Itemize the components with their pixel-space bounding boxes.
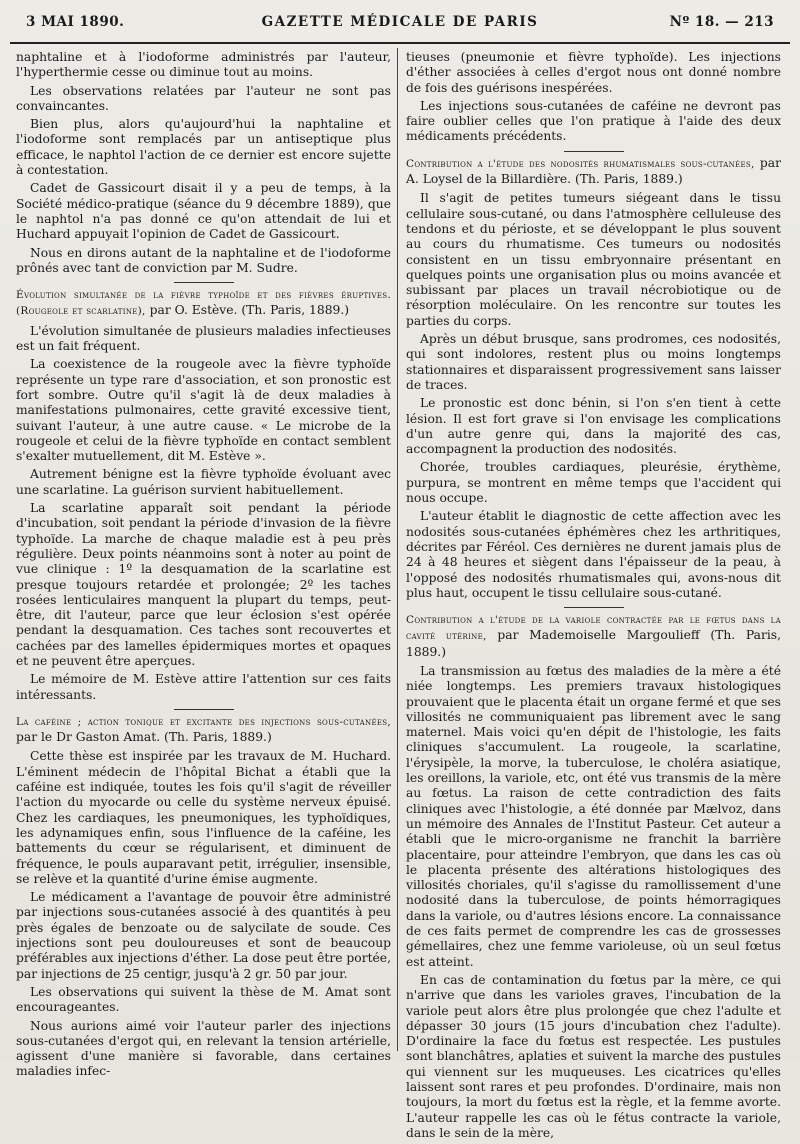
paragraph: Après un début brusque, sans prodromes, ces nodosités, qui sont indolores, restent plus ou moins longtemps stationnaires et disparaissent progressivement sans laisser de traces. <box>406 332 781 392</box>
review-author: par A. Loysel de la Billardière. (Th. Paris, 1889.) <box>406 155 781 187</box>
paragraph: La transmission au fœtus des maladies de la mère a été niée longtemps. Les premiers travaux histologiques prouvaient que le placenta était un organe fermé et que ses villosités ne communiquaient pas librement avec le sang maternel. Mais voici qu'en dépit de l'histologie, les faits cliniques s'accumulent. La rougeole, la scarlatine, l'érysipèle, la morve, la tuberculose, le choléra asiatique, les oreillons, la variole, etc, ont été vus transmis de la mère au fœtus. La raison de cette contradiction des faits cliniques avec l'histologie, a été donnée par Mælvoz, dans un mémoire des Annales de l'Institut Pasteur. Cet auteur a établi que le micro-organisme ne franchit la barrière placentaire, pour atteindre l'embryon, que dans les cas où le placenta présente des altérations histologiques des villosités choriales, qu'il s'agisse du ramollissement d'une nodosité dans la tuberculose, de points hémorragiques dans la variole, ou d'autres lésions encore. La connaissance de ces faits permet de comprendre les cas de grossesses gémellaires, chez une femme varioleuse, où un seul fœtus est atteint. <box>406 663 781 969</box>
review-author: par O. Estève. (Th. Paris, 1889.) <box>145 303 350 318</box>
review-author: par le Dr Gaston Amat. (Th. Paris, 1889.) <box>16 730 272 745</box>
paragraph: La coexistence de la rougeole avec la fièvre typhoïde représente un type rare d'association, et son pronostic est fort sombre. Outre qu'il s'agit là de deux maladies à manifestations pulmonaires, cette gravité excessive tient, suivant l'auteur, à une autre cause. « Le microbe de la rougeole et celui de la fièvre typhoïde en contact semblent s'exalter mutuellement, dit M. Estève ». <box>16 357 391 464</box>
paragraph: Le pronostic est donc bénin, si l'on s'en tient à cette lésion. Il est fort grave si l'on envisage les complications d'un autre genre qui, dans la majorité des cas, accompagnent la production des nodosités. <box>406 396 781 457</box>
journal-title: GAZETTE MÉDICALE DE PARIS <box>261 14 539 30</box>
paragraph: Le médicament a l'avantage de pouvoir être administré par injections sous-cutanées associé à des quantités à peu près égales de benzoate ou de salycilate de soude. Ces injections sont peu douloureuses et sont de beaucoup préférables aux injections d'éther. La dose peut être portée, par injections de 25 centigr, jusqu'à 2 gr. 50 par jour. <box>16 890 391 981</box>
column-divider <box>397 48 398 1051</box>
paragraph: Il s'agit de petites tumeurs siégeant dans le tissu cellulaire sous-cutané, ou dans l'atmosphère celluleuse des tendons et du périoste, et se développant le plus souvent au cours du rhumatisme. Ces tumeurs ou nodosités consistent en un tissu embryonnaire présentant en quelques points une organisation plus ou moins avancée et subissant par places un travail nécrobiotique ou de résorption moléculaire. On les rencontre sur toutes les parties du corps. <box>406 191 781 328</box>
page-number: Nº 18. — 213 <box>669 14 774 30</box>
section-separator <box>564 607 624 608</box>
issue-date: 3 MAI 1890. <box>26 14 125 30</box>
right-column <box>406 50 781 1144</box>
section-separator <box>564 151 624 152</box>
paragraph: L'auteur établit le diagnostic de cette affection avec les nodosités sous-cutanées éphémères chez les arthritiques, décrites par Féréol. Ces dernières ne durent jamais plus de 24 à 48 heures et siègent dans l'épaisseur de la peau, à l'opposé des nodosités rhumatismales qui, avons-nous dit plus haut, occupent le tissu cellulaire sous-cutané. <box>406 509 781 600</box>
paragraph: Le mémoire de M. Estève attire l'attention sur ces faits intéressants. <box>16 672 391 702</box>
review-title: Évolution simultanée de la fièvre typhoïde et des fièvres éruptives. (Rougeole et scarlatine), <box>16 289 391 318</box>
paragraph: Les observations qui suivent la thèse de M. Amat sont encourageantes. <box>16 984 391 1015</box>
review-author: par Mademoiselle Margoulieff (Th. Paris, 1889.) <box>406 628 781 659</box>
paragraph: La scarlatine apparaît soit pendant la période d'incubation, soit pendant la période d'invasion de la fièvre typhoïde. La marche de chaque maladie est à peu près régulière. Deux points néanmoins sont à noter au point de vue clinique : 1º la desquamation de la scarlatine est presque toujours retardée et prolongée; 2º les taches rosées lenticulaires manquent la plupart du temps, peut-être, dit l'auteur, parce que leur éclosion s'est opérée pendant la desquamation. Ces taches sont recouvertes et cachées par des lamelles épidermiques mortes et opaques et ne peuvent être aperçues. <box>16 501 391 668</box>
paragraph: Cette thèse est inspirée par les travaux de M. Huchard. L'éminent médecin de l'hôpital Bichat a établi que la caféine est indiquée, toutes les fois qu'il s'agit de réveiller l'action du myocarde ou celle du système nerveux épuisé. Chez les cardiaques, les pneumoniques, les typhoïdiques, les adynamiques enfin, sous l'influence de la caféine, les battements du cœur se régularisent, et diminuent de fréquence, le pouls auparavant petit, irrégulier, insensible, se relève et la quantité d'urine émise augmente. <box>16 749 391 886</box>
header-rule <box>10 42 790 44</box>
paragraph: Cadet de Gassicourt disait il y a peu de temps, à la Société médico-pratique (séance du 9 décembre 1889), que le naphtol n'a pas donné ce qu'on attendait de lui et Huchard appuyait l'opinion de Cadet de Gassicourt. <box>16 181 391 242</box>
review-heading <box>406 151 781 188</box>
review-title: Contribution a l'étude de la variole contractée par le fœtus dans la cavité utérine, <box>406 614 781 643</box>
review-heading <box>406 607 781 660</box>
running-header <box>18 14 782 36</box>
paragraph: Chorée, troubles cardiaques, pleurésie, érythème, purpura, se montrent en même temps que l'accident qui nous occupe. <box>406 460 781 506</box>
review-title: La caféine ; action tonique et excitante des injections sous-cutanées, <box>16 715 391 728</box>
section-separator <box>174 709 234 710</box>
paragraph: Bien plus, alors qu'aujourd'hui la naphtaline et l'iodoforme sont remplacés par un antiseptique plus efficace, le naphtol l'action de ce dernier est encore sujette à contestation. <box>16 117 391 178</box>
review-title: Contribution a l'étude des nodosités rhumatismales sous-cutanées, <box>406 157 755 170</box>
paragraph: Nous en dirons autant de la naphtaline et de l'iodoforme prônés avec tant de conviction par M. Sudre. <box>16 245 391 275</box>
section-separator <box>174 282 234 283</box>
review-heading <box>16 709 391 746</box>
paragraph: naphtaline et à l'iodoforme administrés par l'auteur, l'hyperthermie cesse ou diminue tout au moins. <box>16 50 391 80</box>
paragraph: Les injections sous-cutanées de caféine ne devront pas faire oublier celles que l'on pratique à l'aide des deux médicaments précédents. <box>406 98 781 144</box>
paragraph: tieuses (pneumonie et fièvre typhoïde). Les injections d'éther associées à celles d'ergot nous ont donné nombre de fois des guérisons inespérées. <box>406 50 781 95</box>
paragraph: Nous aurions aimé voir l'auteur parler des injections sous-cutanées d'ergot qui, en relevant la tension artérielle, agissent d'une manière si favorable, dans certaines maladies infec- <box>16 1018 391 1079</box>
paragraph: Autrement bénigne est la fièvre typhoïde évoluant avec une scarlatine. La guérison survient habituellement. <box>16 467 391 497</box>
paragraph: Les observations relatées par l'auteur ne sont pas convaincantes. <box>16 83 391 113</box>
left-column <box>16 50 391 1083</box>
paragraph: L'évolution simultanée de plusieurs maladies infectieuses est un fait fréquent. <box>16 323 391 354</box>
paragraph: En cas de contamination du fœtus par la mère, ce qui n'arrive que dans les varioles graves, l'incubation de la variole peut alors être plus prolongée que chez l'adulte et dépasser 30 jours (15 jours d'incubation chez l'adulte). D'ordinaire la face du fœtus est respectée. Les pustules sont blanchâtres, aplaties et suivent la marche des pustules qui viennent sur les muqueuses. Les cicatrices qu'elles laissent sont rares et peu profondes. D'ordinaire, mais non toujours, la mort du fœtus est la règle, et la femme avorte. L'auteur rappelle les cas où le fétus contracte la variole, dans le sein de la mère, <box>406 972 781 1140</box>
review-heading <box>16 282 391 320</box>
